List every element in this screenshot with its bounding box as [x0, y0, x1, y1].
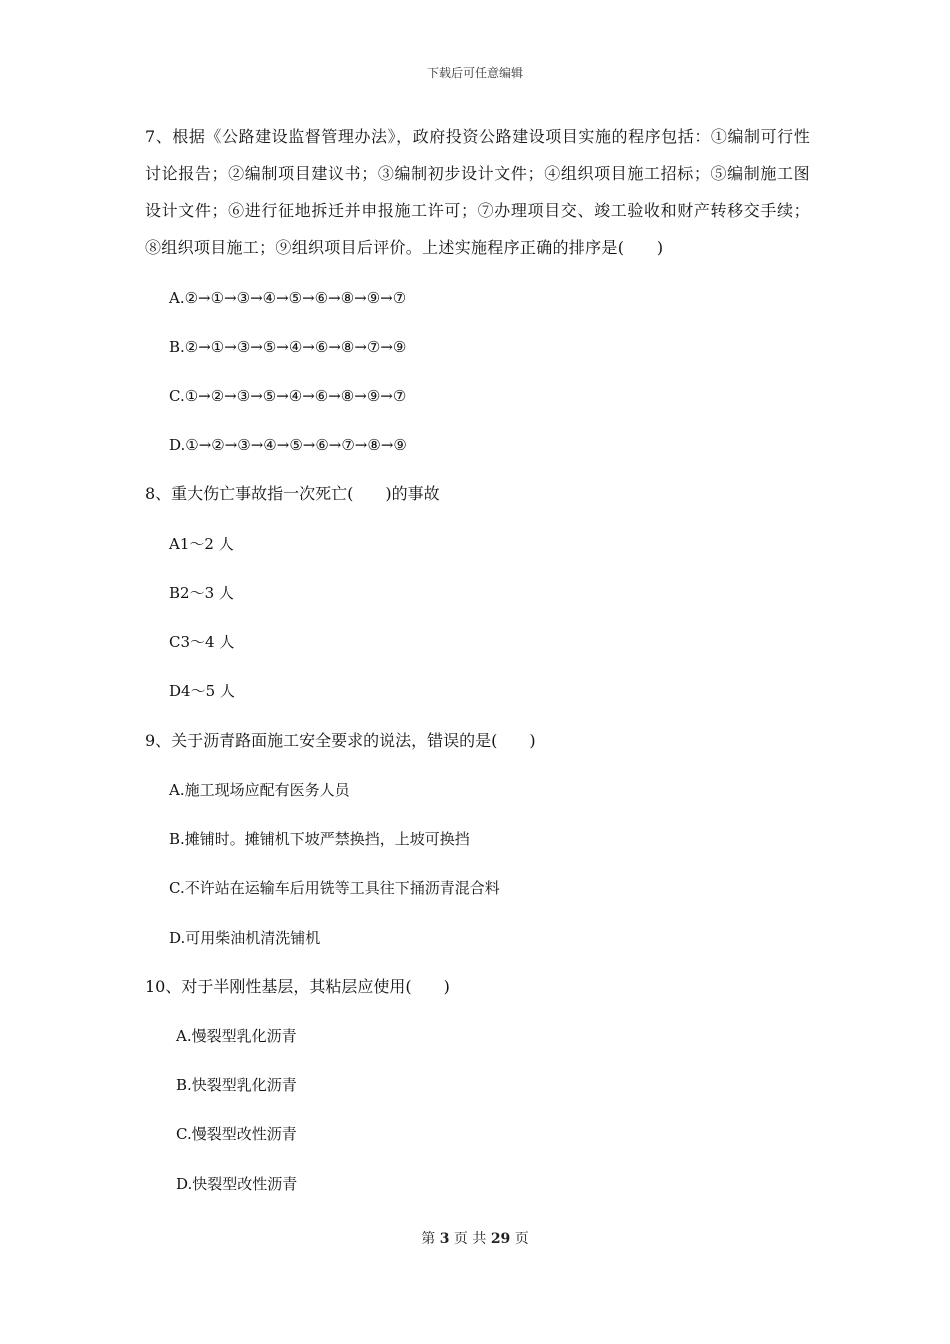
footer-page-number: 3	[439, 1231, 450, 1247]
question-9-option-b: B.摊铺时。摊铺机下坡严禁换挡，上坡可换挡	[169, 830, 470, 848]
footer-total-pages: 29	[490, 1231, 511, 1247]
page-header: 下载后可任意编辑	[426, 66, 523, 80]
question-10-option-b: B.快裂型乳化沥青	[176, 1076, 297, 1094]
question-7-option-b: B.②→①→③→⑤→④→⑥→⑧→⑦→⑨	[169, 338, 407, 356]
question-8-option-d: D4～5 人	[169, 682, 235, 700]
question-7-option-d: D.①→②→③→④→⑤→⑥→⑦→⑧→⑨	[169, 436, 407, 454]
question-9-option-a: A.施工现场应配有医务人员	[169, 781, 350, 799]
question-10-stem: 10、对于半刚性基层，其粘层应使用( )	[145, 977, 450, 996]
question-10-option-d: D.快裂型改性沥青	[176, 1175, 298, 1193]
question-9-option-d: D.可用柴油机清洗铺机	[169, 929, 321, 947]
question-7-option-a: A.②→①→③→④→⑤→⑥→⑧→⑨→⑦	[169, 289, 407, 307]
question-8-option-a: A1～2 人	[169, 535, 234, 553]
page-footer	[0, 1228, 950, 1248]
question-10-option-a: A.慢裂型乳化沥青	[176, 1027, 297, 1045]
footer-middle: 页 共	[453, 1231, 487, 1247]
question-7-stem: 7、根据《公路建设监督管理办法》，政府投资公路建设项目实施的程序包括：①编制可行性讨论报告；②编制项目建议书；③编制初步设计文件；④组织项目施工招标；⑤编制施工图设计文件；⑥进行征地拆迁并申报施工许可；⑦办理项目交、竣工验收和财产转移交手续；⑧组织项目施工；⑨组织项目后评价。上述实施程序正确的排序是( )	[145, 127, 810, 257]
question-7-option-c: C.①→②→③→⑤→④→⑥→⑧→⑨→⑦	[169, 387, 407, 405]
question-9-stem: 9、关于沥青路面施工安全要求的说法，错误的是( )	[145, 731, 536, 750]
question-8-stem: 8、重大伤亡事故指一次死亡( )的事故	[145, 484, 440, 503]
footer-suffix: 页	[514, 1231, 529, 1247]
question-8-option-c: C3～4 人	[169, 633, 235, 651]
question-10-option-c: C.慢裂型改性沥青	[176, 1125, 297, 1143]
footer-prefix: 第	[421, 1231, 436, 1247]
question-9-option-c: C.不许站在运输车后用铣等工具往下捅沥青混合料	[169, 879, 500, 897]
question-8-option-b: B2～3 人	[169, 584, 234, 602]
